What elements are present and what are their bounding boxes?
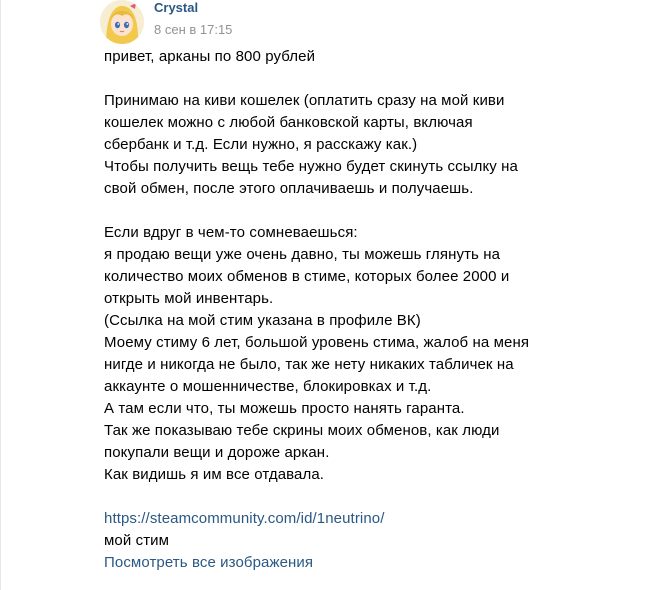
avatar[interactable] (100, 0, 144, 44)
message-line: аккаунте о мошенничестве, блокировках и т.д. (104, 378, 432, 395)
message-line: Так же показываю тебе скрины моих обменов, как люди (104, 422, 500, 439)
message-line: количество моих обменов в стиме, которых более 2000 и (104, 268, 510, 285)
message-line: Как видишь я им все отдавала. (104, 466, 325, 483)
message-line: я продаю вещи уже очень давно, ты можешь глянуть на (104, 246, 501, 263)
blank-line (104, 68, 644, 90)
view-all-images-link[interactable]: Посмотреть все изображения (104, 554, 314, 571)
message-line: привет, арканы по 800 рублей (104, 48, 316, 65)
blank-line (104, 200, 644, 222)
message-body (104, 46, 644, 574)
message-line: кошелек можно с любой банковской карты, включая (104, 114, 473, 131)
message-line: Если вдруг в чем-то сомневаешься: (104, 224, 358, 241)
message-line: Принимаю на киви кошелек (оплатить сразу на мой киви (104, 92, 505, 109)
message-line: открыть мой инвентарь. (104, 290, 274, 307)
steam-caption: мой стим (104, 532, 170, 549)
avatar-image (100, 0, 144, 44)
message-line: покупали вещи и дороже аркан. (104, 444, 330, 461)
message-line: Чтобы получить вещь тебе нужно будет скинуть ссылку на (104, 158, 519, 175)
author-name[interactable]: Crystal (154, 0, 199, 15)
message-line: А там если что, ты можешь просто нанять гаранта. (104, 400, 465, 417)
message-line: Моему стиму 6 лет, большой уровень стима, жалоб на меня (104, 334, 530, 351)
message-line: свой обмен, после этого оплачиваешь и получаешь. (104, 180, 474, 197)
steam-profile-link[interactable]: https://steamcommunity.com/id/1neutrino/ (104, 510, 385, 527)
message-line: (Ссылка на мой стим указана в профиле ВК) (104, 312, 421, 329)
blank-line (104, 486, 644, 508)
post-time[interactable]: 8 сен в 17:15 (154, 22, 233, 37)
message-line: сбербанк и т.д. Если нужно, я расскажу как.) (104, 136, 418, 153)
message-line: нигде и никогда не было, так же нету никаких табличек на (104, 356, 514, 373)
